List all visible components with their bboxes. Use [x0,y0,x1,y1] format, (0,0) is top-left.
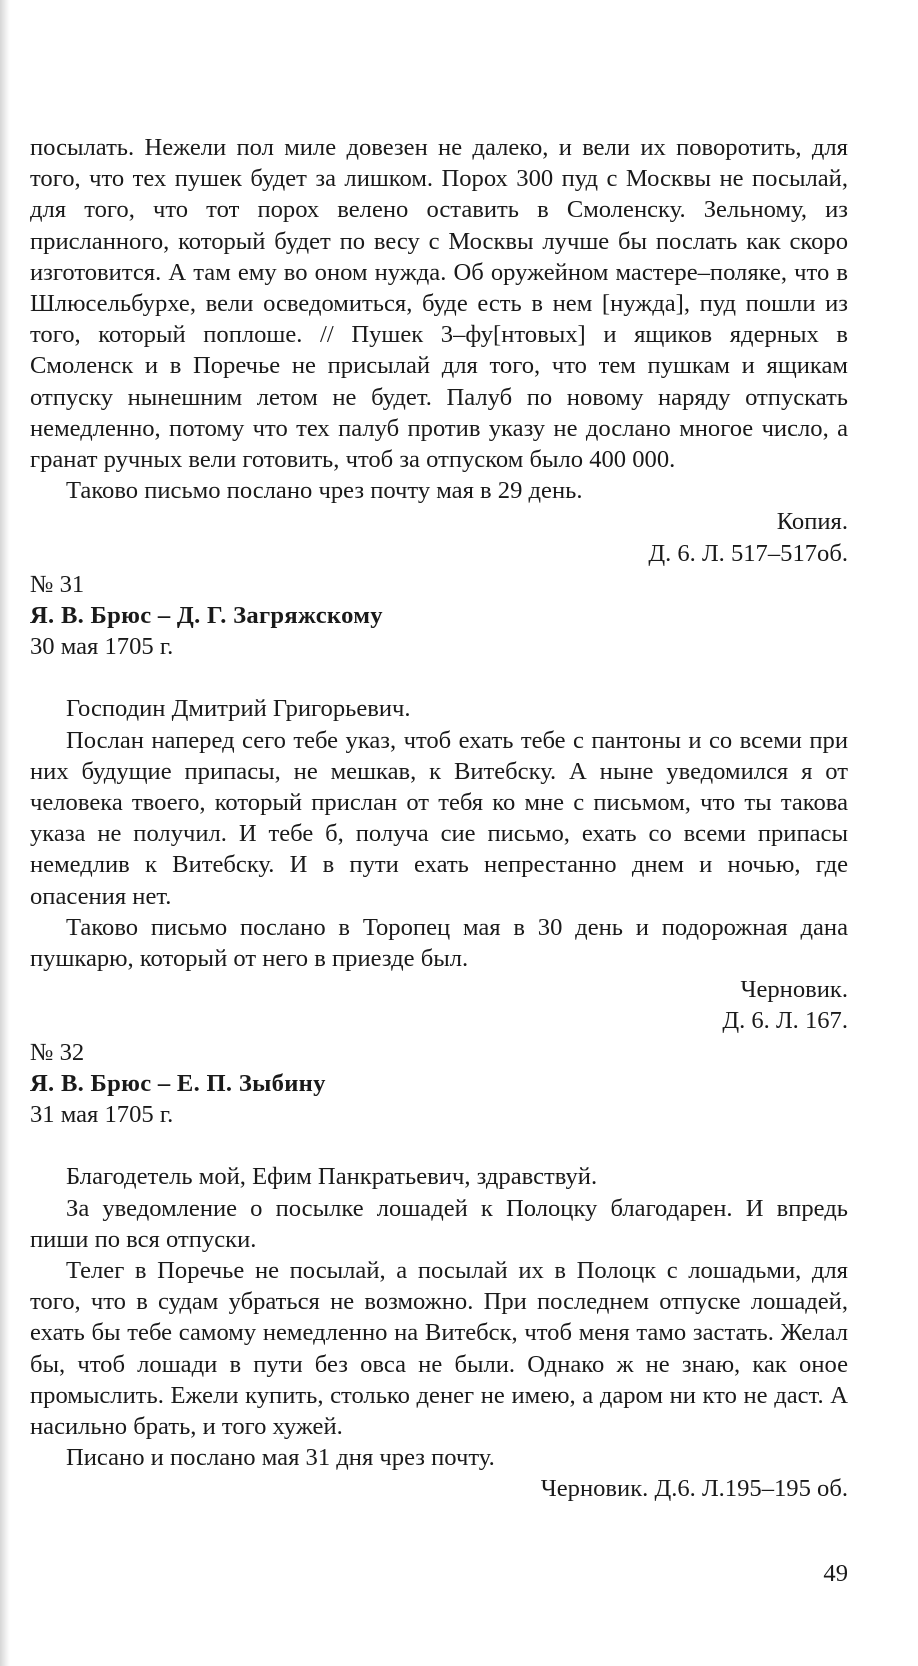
spacer [30,1130,848,1161]
archive-reference: Черновик. Д.6. Л.195–195 об. [540,1475,848,1503]
document-heading: Я. В. Брюс – Д. Г. Загряжскому [30,602,383,630]
document-date: 30 мая 1705 г. [30,633,174,661]
spacer [30,662,848,693]
archive-note: Черновик. [740,976,848,1004]
archive-reference: Д. 6. Л. 517–517об. [648,539,848,567]
page-text [30,132,848,1505]
document-date: 31 мая 1705 г. [30,1101,174,1129]
paragraph: посылать. Нежели пол миле довезен не далеко, и вели их поворотить, для того, что тех пушек будет за лишком. Порох 300 пуд с Москвы не посылай, для того, что тот порох велено оставить в Смоленску. Зельному, из присланного, который будет по весу с Москвы лучше бы послать как скоро изготовится. А там ему во оном нужда. Об оружейном мастере–поляке, что в Шлюсельбурхе, вели осведомиться, буде есть в нем [нужда], пуд пошли из того, который поплоше. // Пушек 3–фу[нтовых] и ящиков ядерных в Смоленск и в Поречье не присылай для того, что тем пушкам и ящикам отпуску нынешним летом не будет. Палуб по новому наряду отпускать немедленно, потому что тех палуб против указу не дослано многое число, а гранат ручных вели готовить, чтоб за отпуском было 400 000. [30,134,848,474]
document-number: № 31 [30,570,85,598]
paragraph: Таково письмо послано в Торопец мая в 30 день и подорожная дана пушкарю, который от него в приезде был. [30,913,848,973]
paragraph: Таково письмо послано чрез почту мая в 29 день. [66,477,583,505]
archive-reference: Д. 6. Л. 167. [722,1007,848,1035]
salutation: Благодетель мой, Ефим Панкратьевич, здравствуй. [66,1163,598,1191]
archive-note: Копия. [776,508,848,536]
page-spine-shadow [0,0,10,1666]
paragraph: За уведомление о посылке лошадей к Полоцку благодарен. И впредь пиши по вся отпуски. [30,1194,848,1253]
paragraph: Телег в Поречье не посылай, а посылай их в Полоцк с лошадьми, для того, что в судам убраться не возможно. При последнем отпуске лошадей, ехать бы тебе самому немедленно на Витебск, чтоб меня тамо застать. Желал бы, чтоб лошади в пути без овса не были. Однако ж не знаю, как оное промыслить. Ежели купить, столько денег не имею, а даром ни кто не даст. А насильно брать, и того хужей. [30,1256,848,1440]
salutation: Господин Дмитрий Григорьевич. [66,695,411,723]
paragraph: Писано и послано мая 31 дня чрез почту. [66,1444,495,1472]
document-number: № 32 [30,1038,85,1066]
page-number: 49 [823,1560,848,1587]
document-heading: Я. В. Брюс – Е. П. Зыбину [30,1069,326,1097]
paragraph: Послан наперед сего тебе указ, чтоб ехать тебе с пантоны и со всеми при них будущие припасы, не мешкав, к Витебску. А ныне уведомился я от человека твоего, который прислан от тебя ко мне с письмом, что ты такова указа не получил. И тебе б, получа сие письмо, ехать со всеми припасы немедлив к Витебску. И в пути ехать непрестанно днем и ночью, где опасения нет. [30,726,848,910]
